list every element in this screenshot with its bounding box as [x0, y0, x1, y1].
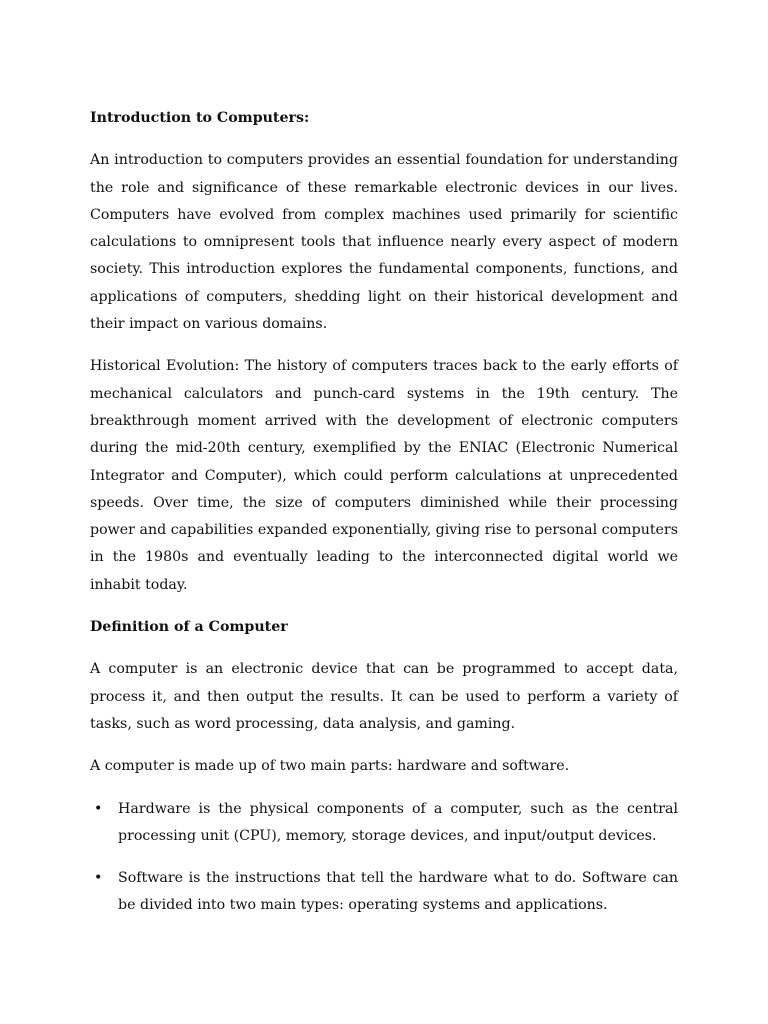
heading-definition: Definition of a Computer [90, 619, 288, 636]
paragraph-historical-evolution: Historical Evolution: The history of computers traces back to the early efforts of mechanical calculators and punch-card systems in the 19th century. The breakthrough moment arrived with the development of electronic computers during the mid-20th century, exemplified by the ENIAC (Electronic Numerical Integrator and Computer), which could perform calculations at unprecedented speeds. Over time, the size of computers diminished while their processing power and capabilities expanded exponentially, giving rise to personal computers in the 1980s and eventually leading to the interconnected digital world we inhabit today. [90, 358, 678, 593]
paragraph-introduction: An introduction to computers provides an essential foundation for understanding the role and significance of these remarkable electronic devices in our lives. Computers have evolved from complex machines used primarily for scientific calculations to omnipresent tools that influence nearly every aspect of modern society. This introduction explores the fundamental components, functions, and applications of computers, shedding light on their historical development and their impact on various domains. [90, 152, 678, 333]
paragraph-main-parts: A computer is made up of two main parts: hardware and software. [90, 758, 570, 775]
bullet-item-hardware [90, 796, 678, 851]
parts-bullet-list [90, 796, 678, 920]
heading-introduction: Introduction to Computers: [90, 110, 310, 126]
document-page [90, 105, 678, 935]
bullet-dot-icon: • [94, 800, 103, 817]
bullet-item-software [90, 865, 678, 920]
bullet-dot-icon: • [94, 870, 103, 887]
bullet-text-software: Software is the instructions that tell the hardware what to do. Software can be divided into two main types: operating systems and applications. [118, 870, 678, 914]
bullet-text-hardware: Hardware is the physical components of a computer, such as the central processing unit (CPU), memory, storage devices, and input/output devices. [118, 800, 678, 844]
paragraph-definition: A computer is an electronic device that can be programmed to accept data, process it, and then output the results. It can be used to perform a variety of tasks, such as word processing, data analysis, and gaming. [90, 661, 678, 732]
